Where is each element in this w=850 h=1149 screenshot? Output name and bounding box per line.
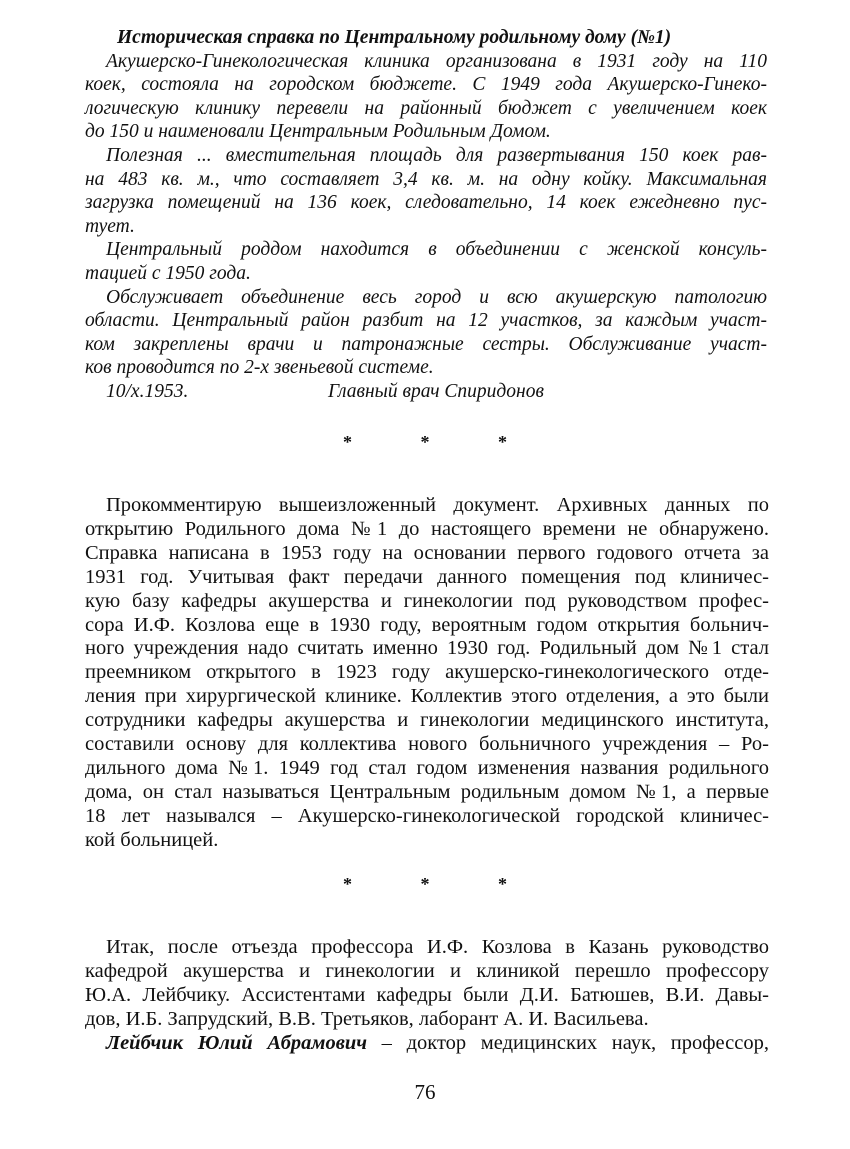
text-line: дильного дома №1. 1949 год стал годом изменения названия родильного: [85, 756, 769, 779]
text-line: до 150 и наименовали Центральным Родильным Домом.: [85, 121, 551, 143]
text-line: области. Центральный район разбит на 12 участков, за каждым участ-: [85, 310, 767, 332]
text-line: преемником открытого в 1923 году акушерско-гинекологического отде-: [85, 661, 769, 684]
text-line: 18 лет назывался – Акушерско-гинекологической городской клиничес-: [85, 804, 769, 827]
text-line: загрузка помещений на 136 коек, следовательно, 14 коек ежедневно пус-: [85, 192, 767, 214]
note-paragraph-1: [85, 50, 767, 144]
continuation-section: [85, 936, 769, 1056]
section-separator: * * *: [343, 874, 539, 894]
note-paragraph-3: [85, 238, 767, 285]
note-signature: Главный врач Спиридонов: [328, 380, 544, 402]
text-line: Ю.А. Лейбчику. Ассистентами кафедры были Д.И. Батюшев, В.И. Давы-: [85, 983, 769, 1006]
text-line: ком закреплены врачи и патронажные сестры. Обслуживание участ-: [85, 333, 767, 355]
text-line: открытию Родильного дома №1 до настоящего времени не обнаружено.: [85, 517, 769, 540]
text-line: сора И.Ф. Козлова еще в 1930 году, вероятным годом открытия больнич-: [85, 613, 769, 636]
note-signature-line: [85, 380, 767, 404]
text-line: на 483 кв. м., что составляет 3,4 кв. м. на одну койку. Максимальная: [85, 168, 767, 190]
text-line: кую базу кафедры акушерства и гинекологии под руководством профес-: [85, 589, 769, 612]
text-line: Акушерско-Гинекологическая клиника организована в 1931 году на 110: [106, 50, 767, 72]
text-line: Обслуживает объединение весь город и всю акушерскую патологию: [106, 286, 767, 308]
text-line: составили основу для коллектива нового больничного учреждения – Ро-: [85, 733, 769, 756]
text-line: Справка написана в 1953 году на основании первого годового отчета за: [85, 541, 769, 564]
text-line: дов, И.Б. Запрудский, В.В. Третьяков, лаборант А. И. Васильева.: [85, 1007, 649, 1030]
bio-name: Лейбчик Юлий Абрамович: [106, 1031, 368, 1054]
note-paragraph-4: [85, 286, 767, 380]
note-paragraph-2: [85, 144, 767, 238]
text-line: Итак, после отъезда профессора И.Ф. Козлова в Казань руководство: [106, 936, 769, 958]
text-line: 1931 год. Учитывая факт передачи данного помещения под клиничес-: [85, 565, 769, 588]
text-line: кой больницей.: [85, 828, 219, 851]
text-line: коек, состояла на городском бюджете. С 1949 года Акушерско-Гинеко-: [85, 74, 767, 96]
text-line: Прокомментирую вышеизложенный документ. Архивных данных по: [106, 494, 769, 516]
text-line: сотрудники кафедры акушерства и гинекологии медицинского института,: [85, 709, 769, 732]
text-line: тует.: [85, 215, 135, 237]
text-line: логическую клинику перевели на районный бюджет с увеличением коек: [85, 97, 767, 119]
text-line: тацией с 1950 года.: [85, 262, 251, 284]
commentary-paragraph: [85, 494, 769, 853]
text-line: Полезная ... вместительная площадь для развертывания 150 коек рав-: [106, 144, 767, 166]
text-line: ления при хирургической клинике. Коллектив этого отделения, а это были: [85, 685, 769, 708]
text-line: кафедрой акушерства и гинекологии и клиникой перешло профессору: [85, 959, 769, 982]
text-line: ного учреждения надо считать именно 1930 год. Родильный дом №1 стал: [85, 637, 769, 660]
bio-line: [85, 1032, 769, 1056]
text-line: ков проводится по 2-х звеньевой системе.: [85, 357, 434, 379]
note-date: 10/x.1953.: [106, 380, 189, 402]
text-line: дома, он стал называться Центральным родильным домом №1, а первые: [85, 780, 769, 803]
text-line: Центральный роддом находится в объединении с женской консуль-: [106, 239, 767, 261]
note-title: Историческая справка по Центральному родильному дому (№1): [117, 27, 672, 48]
archival-note: [85, 26, 767, 404]
bio-text: – доктор медицинских наук, профессор,: [367, 1031, 769, 1054]
page-number: 76: [414, 1080, 436, 1104]
section-separator: * * *: [343, 432, 539, 452]
